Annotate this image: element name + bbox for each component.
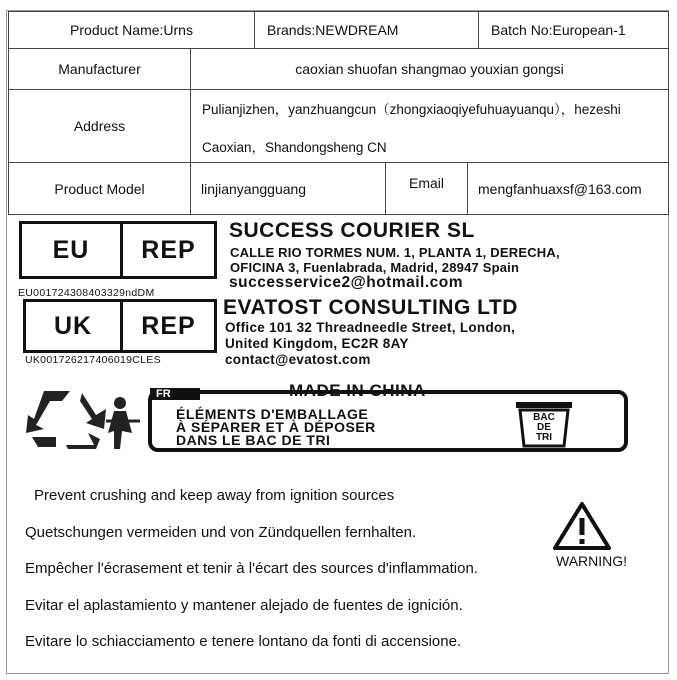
brands: Brands:NEWDREAM — [267, 22, 399, 38]
uk-rep-badge — [23, 299, 217, 353]
eu-code: EU001724308403329ndDM — [18, 287, 155, 299]
model-value-cell — [190, 162, 386, 215]
product-name: Product Name:Urns — [70, 22, 193, 38]
warning-it: Evitare lo schiacciamento e tenere lontano da fonti di accensione. — [25, 633, 462, 650]
uk-rep-label: REP — [141, 311, 196, 340]
warning-de: Quetschungen vermeiden und von Zündquellen fernhalten. — [25, 524, 417, 541]
eu-address-1: CALLE RIO TORMES NUM. 1, PLANTA 1, DERECHA, — [230, 245, 560, 260]
model-label-cell — [8, 162, 191, 215]
batch-number: Batch No:European-1 — [491, 22, 626, 38]
model-value: linjianyangguang — [201, 180, 307, 197]
uk-address-2: United Kingdom, EC2R 8AY — [225, 336, 409, 351]
bin-text-1: BAC — [533, 412, 555, 423]
email-value: mengfanhuaxsf@163.com — [478, 180, 642, 197]
info-tri-line-2: À SÉPARER ET À DÉPOSER — [176, 419, 376, 435]
uk-company: EVATOST CONSULTING LTD — [223, 296, 518, 319]
uk-label: UK — [26, 302, 123, 350]
manufacturer-label-cell — [8, 48, 191, 90]
address-line-2: Caoxian，Shandongsheng CN — [202, 140, 387, 155]
fr-badge: FR — [150, 388, 200, 400]
address-label-cell — [8, 89, 191, 163]
batch-cell — [478, 11, 669, 49]
info-tri-line-1: ÉLÉMENTS D'EMBALLAGE — [176, 406, 369, 422]
email-label: Email — [408, 175, 444, 191]
email-value-cell — [467, 162, 669, 215]
warning-fr: Empêcher l'écrasement et tenir à l'écart des sources d'inflammation. — [25, 560, 478, 577]
model-label: Product Model — [54, 180, 145, 197]
eu-company: SUCCESS COURIER SL — [229, 219, 475, 242]
email-label-cell — [385, 162, 468, 215]
bin-text-3: TRI — [535, 432, 553, 443]
eu-rep-badge — [19, 221, 217, 279]
warning-label: WARNING! — [556, 553, 628, 569]
warning-es: Evitar el aplastamiento y mantener alejado de fuentes de ignición. — [25, 597, 463, 614]
triman-icon — [22, 385, 140, 451]
uk-email: contact@evatost.com — [225, 352, 371, 367]
address-label: Address — [73, 118, 126, 134]
manufacturer-value: caoxian shuofan shangmao youxian gongsi — [295, 61, 564, 77]
warning-en: Prevent crushing and keep away from ignition sources — [34, 487, 395, 504]
info-tri-line-3: DANS LE BAC DE TRI — [176, 432, 331, 448]
manufacturer-label: Manufacturer — [58, 61, 141, 77]
uk-address-1: Office 101 32 Threadneedle Street, London, — [225, 320, 516, 335]
manufacturer-value-cell — [190, 48, 669, 90]
made-in-label: MADE IN CHINA — [289, 381, 426, 400]
brands-cell — [254, 11, 479, 49]
uk-code: UK001726217406019CLES — [25, 354, 161, 366]
bin-text-2: DE — [537, 422, 551, 433]
address-line-1: Pulianjizhen，yanzhuangcun（zhongxiaoqiyefuhuayuanqu），hezeshi — [202, 102, 621, 117]
eu-email: successervice2@hotmail.com — [229, 274, 464, 291]
eu-address-2: OFICINA 3, Fuenlabrada, Madrid, 28947 Spain — [230, 260, 520, 275]
eu-rep-label: REP — [141, 235, 196, 264]
warning-triangle-icon — [551, 500, 613, 552]
product-name-cell — [8, 11, 255, 49]
eu-label: EU — [22, 224, 123, 276]
